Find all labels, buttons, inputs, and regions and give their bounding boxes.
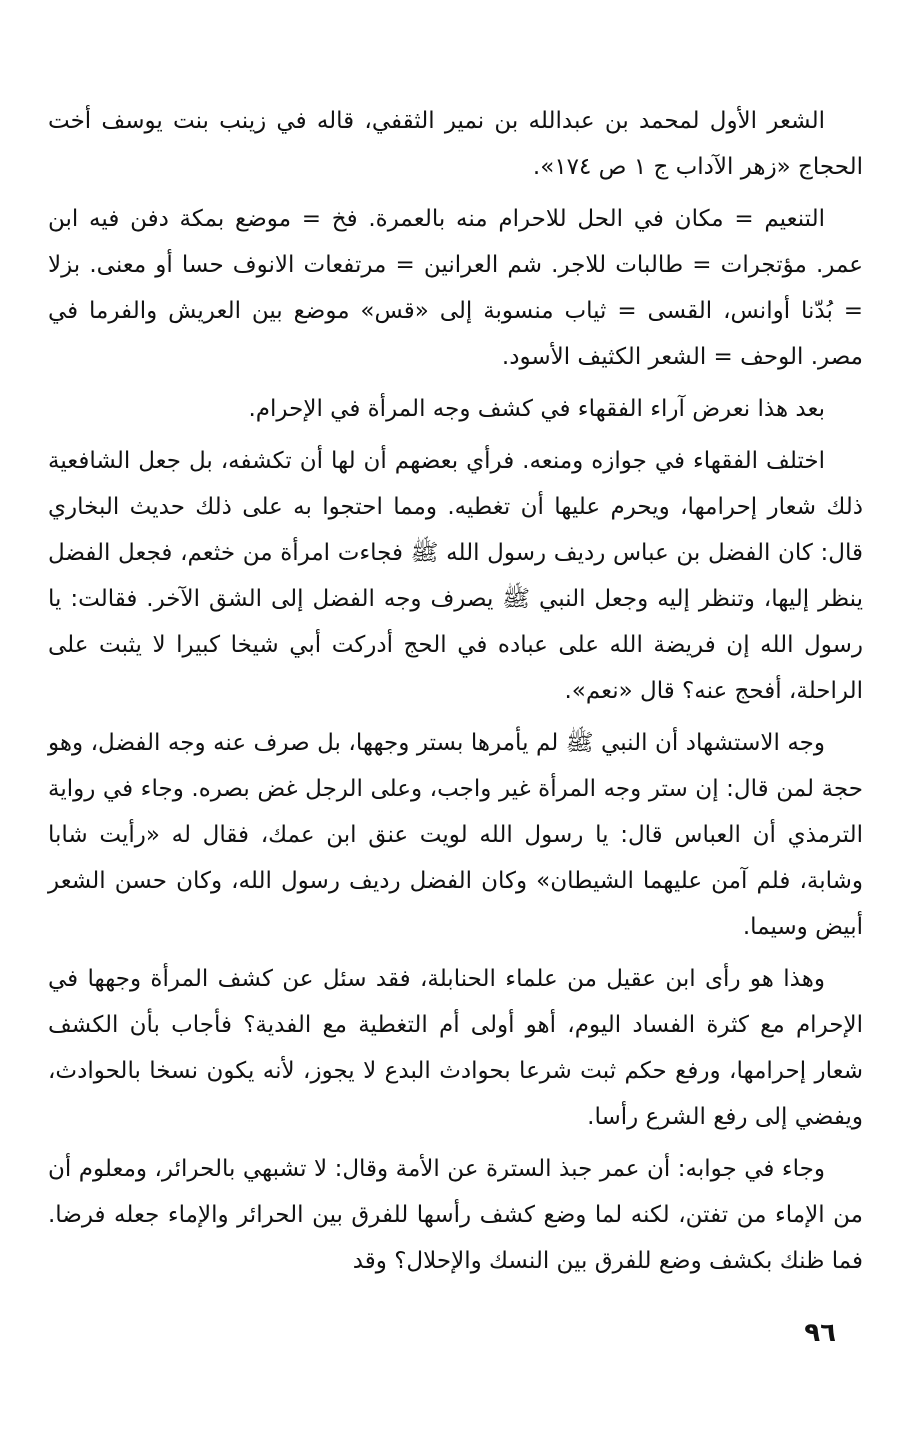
paragraph-answer: وجاء في جوابه: أن عمر جبذ السترة عن الأمة وقال: لا تشبهي بالحرائر، ومعلوم أن من الإماء من تفتن، لكنه لما وضع كشف رأسها للفرق بين الحرائر والإماء جعله فرضا. فما ظنك بكشف وضع للفرق بين النسك والإحلال؟ وقد <box>48 1156 863 1274</box>
paragraph-poem-note: الشعر الأول لمحمد بن عبدالله بن نمير الثقفي، قاله في زينب بنت يوسف أخت الحجاج «زهر الآداب ج ١ ص ١٧٤». <box>48 108 863 180</box>
paragraph-intro: بعد هذا نعرض آراء الفقهاء في كشف وجه المرأة في الإحرام. <box>248 396 825 422</box>
paragraph-evidence: وجه الاستشهاد أن النبي ﷺ لم يأمرها بستر وجهها، بل صرف عنه وجه الفضل، وهو حجة لمن قال: إن ستر وجه المرأة غير واجب، وعلى الرجل غض بصره. وجاء في رواية الترمذي أن العباس قال: يا رسول الله لويت عنق ابن عمك، فقال له «رأيت شابا وشابة، فلم آمن عليهما الشيطان» وكان الفضل رديف رسول الله، وكان حسن الشعر أبيض وسيما. <box>48 730 863 940</box>
paragraph-disagreement: اختلف الفقهاء في جوازه ومنعه. فرأي بعضهم أن لها أن تكشفه، بل جعل الشافعية ذلك شعار إحرامها، ويحرم عليها أن تغطيه. ومما احتجوا به على ذلك حديث البخاري قال: كان الفضل بن عباس رديف رسول الله ﷺ فجاءت امرأة من خثعم، فجعل الفضل ينظر إليها، وتنظر إليه وجعل النبي ﷺ يصرف وجه الفضل إلى الشق الآخر. فقالت: يا رسول الله إن فريضة الله على عباده في الحج أدركت أبي شيخا كبيرا لا يثبت على الراحلة، أفحج عنه؟ قال «نعم». <box>48 448 863 704</box>
body-text <box>48 98 863 1290</box>
paragraph-ibn-aqil: وهذا هو رأى ابن عقيل من علماء الحنابلة، فقد سئل عن كشف المرأة وجهها في الإحرام مع كثرة الفساد اليوم، أهو أولى أم التغطية مع الفدية؟ فأجاب بأن الكشف شعار إحرامها، ورفع حكم ثبت شرعا بحوادث البدع لا يجوز، لأنه يكون نسخا بالحوادث، ويفضي إلى رفع الشرع رأسا. <box>48 966 863 1130</box>
paragraph-glossary: التنعيم = مكان في الحل للاحرام منه بالعمرة. فخ = موضع بمكة دفن فيه ابن عمر. مؤتجرات = طالبات للاجر. شم العرانين = مرتفعات الانوف حسا أو معنى. بزلا = بُدّنا أوانس، القسى = ثياب منسوبة إلى «قس» موضع بين العريش والفرما في مصر. الوحف = الشعر الكثيف الأسود. <box>48 206 863 370</box>
page-number: ٩٦ <box>804 1318 836 1348</box>
